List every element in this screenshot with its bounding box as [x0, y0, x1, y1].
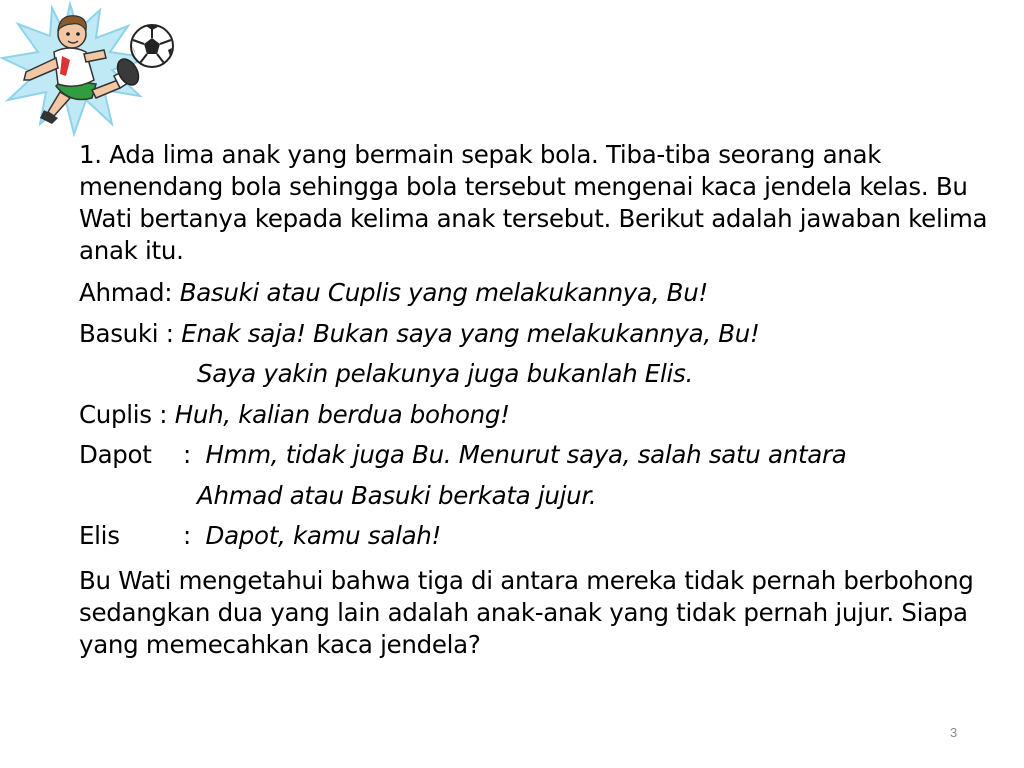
speaker-name: Cuplis : — [79, 399, 168, 429]
speaker-utterance-continued: Ahmad atau Basuki berkata jujur. — [197, 480, 597, 510]
speaker-colon: : — [183, 521, 191, 550]
dialogue-line-basuki — [79, 318, 1009, 359]
speaker-name: Ahmad: — [79, 278, 173, 307]
dialogue-line-ahmad — [79, 277, 1009, 318]
dialogue-line-basuki-continued — [79, 358, 1009, 399]
speaker-utterance-continued: Saya yakin pelakunya juga bukanlah Elis. — [197, 359, 693, 388]
speaker-name: Elis — [79, 521, 120, 550]
problem-question: Bu Wati mengetahui bahwa tiga di antara mereka tidak pernah berbohong sedangkan dua yang lain adalah anak-anak yang tidak pernah jujur. Siapa yang memecahkan kaca jendela? — [79, 565, 974, 659]
dialogue-line-elis — [79, 520, 1009, 561]
speaker-utterance: Huh, kalian berdua bohong! — [174, 399, 510, 429]
speaker-utterance: Dapot, kamu salah! — [205, 521, 442, 550]
soccer-boy-kicking-ball-icon — [0, 0, 185, 150]
slide-number: 3 — [950, 725, 958, 740]
speaker-utterance: Basuki atau Cuplis yang melakukannya, Bu! — [179, 278, 708, 307]
dialogue-line-dapot — [79, 439, 1009, 480]
problem-text — [79, 139, 1009, 661]
speaker-name: Basuki : — [79, 318, 174, 348]
problem-intro: 1. Ada lima anak yang bermain sepak bola. Tiba-tiba seorang anak menendang bola sehingga bola tersebut mengenai kaca jendela kelas. Bu Wati bertanya kepada kelima anak tersebut. Berikut adalah jawaban kelima anak itu. — [79, 140, 988, 265]
speaker-utterance: Enak saja! Bukan saya yang melakukannya, Bu! — [181, 318, 760, 348]
speaker-utterance: Hmm, tidak juga Bu. Menurut saya, salah satu antara — [205, 440, 847, 469]
speaker-colon: : — [183, 440, 191, 469]
dialogue-line-cuplis — [79, 399, 1009, 440]
dialogue-line-dapot-continued — [79, 480, 1009, 521]
speaker-name: Dapot — [79, 440, 152, 469]
